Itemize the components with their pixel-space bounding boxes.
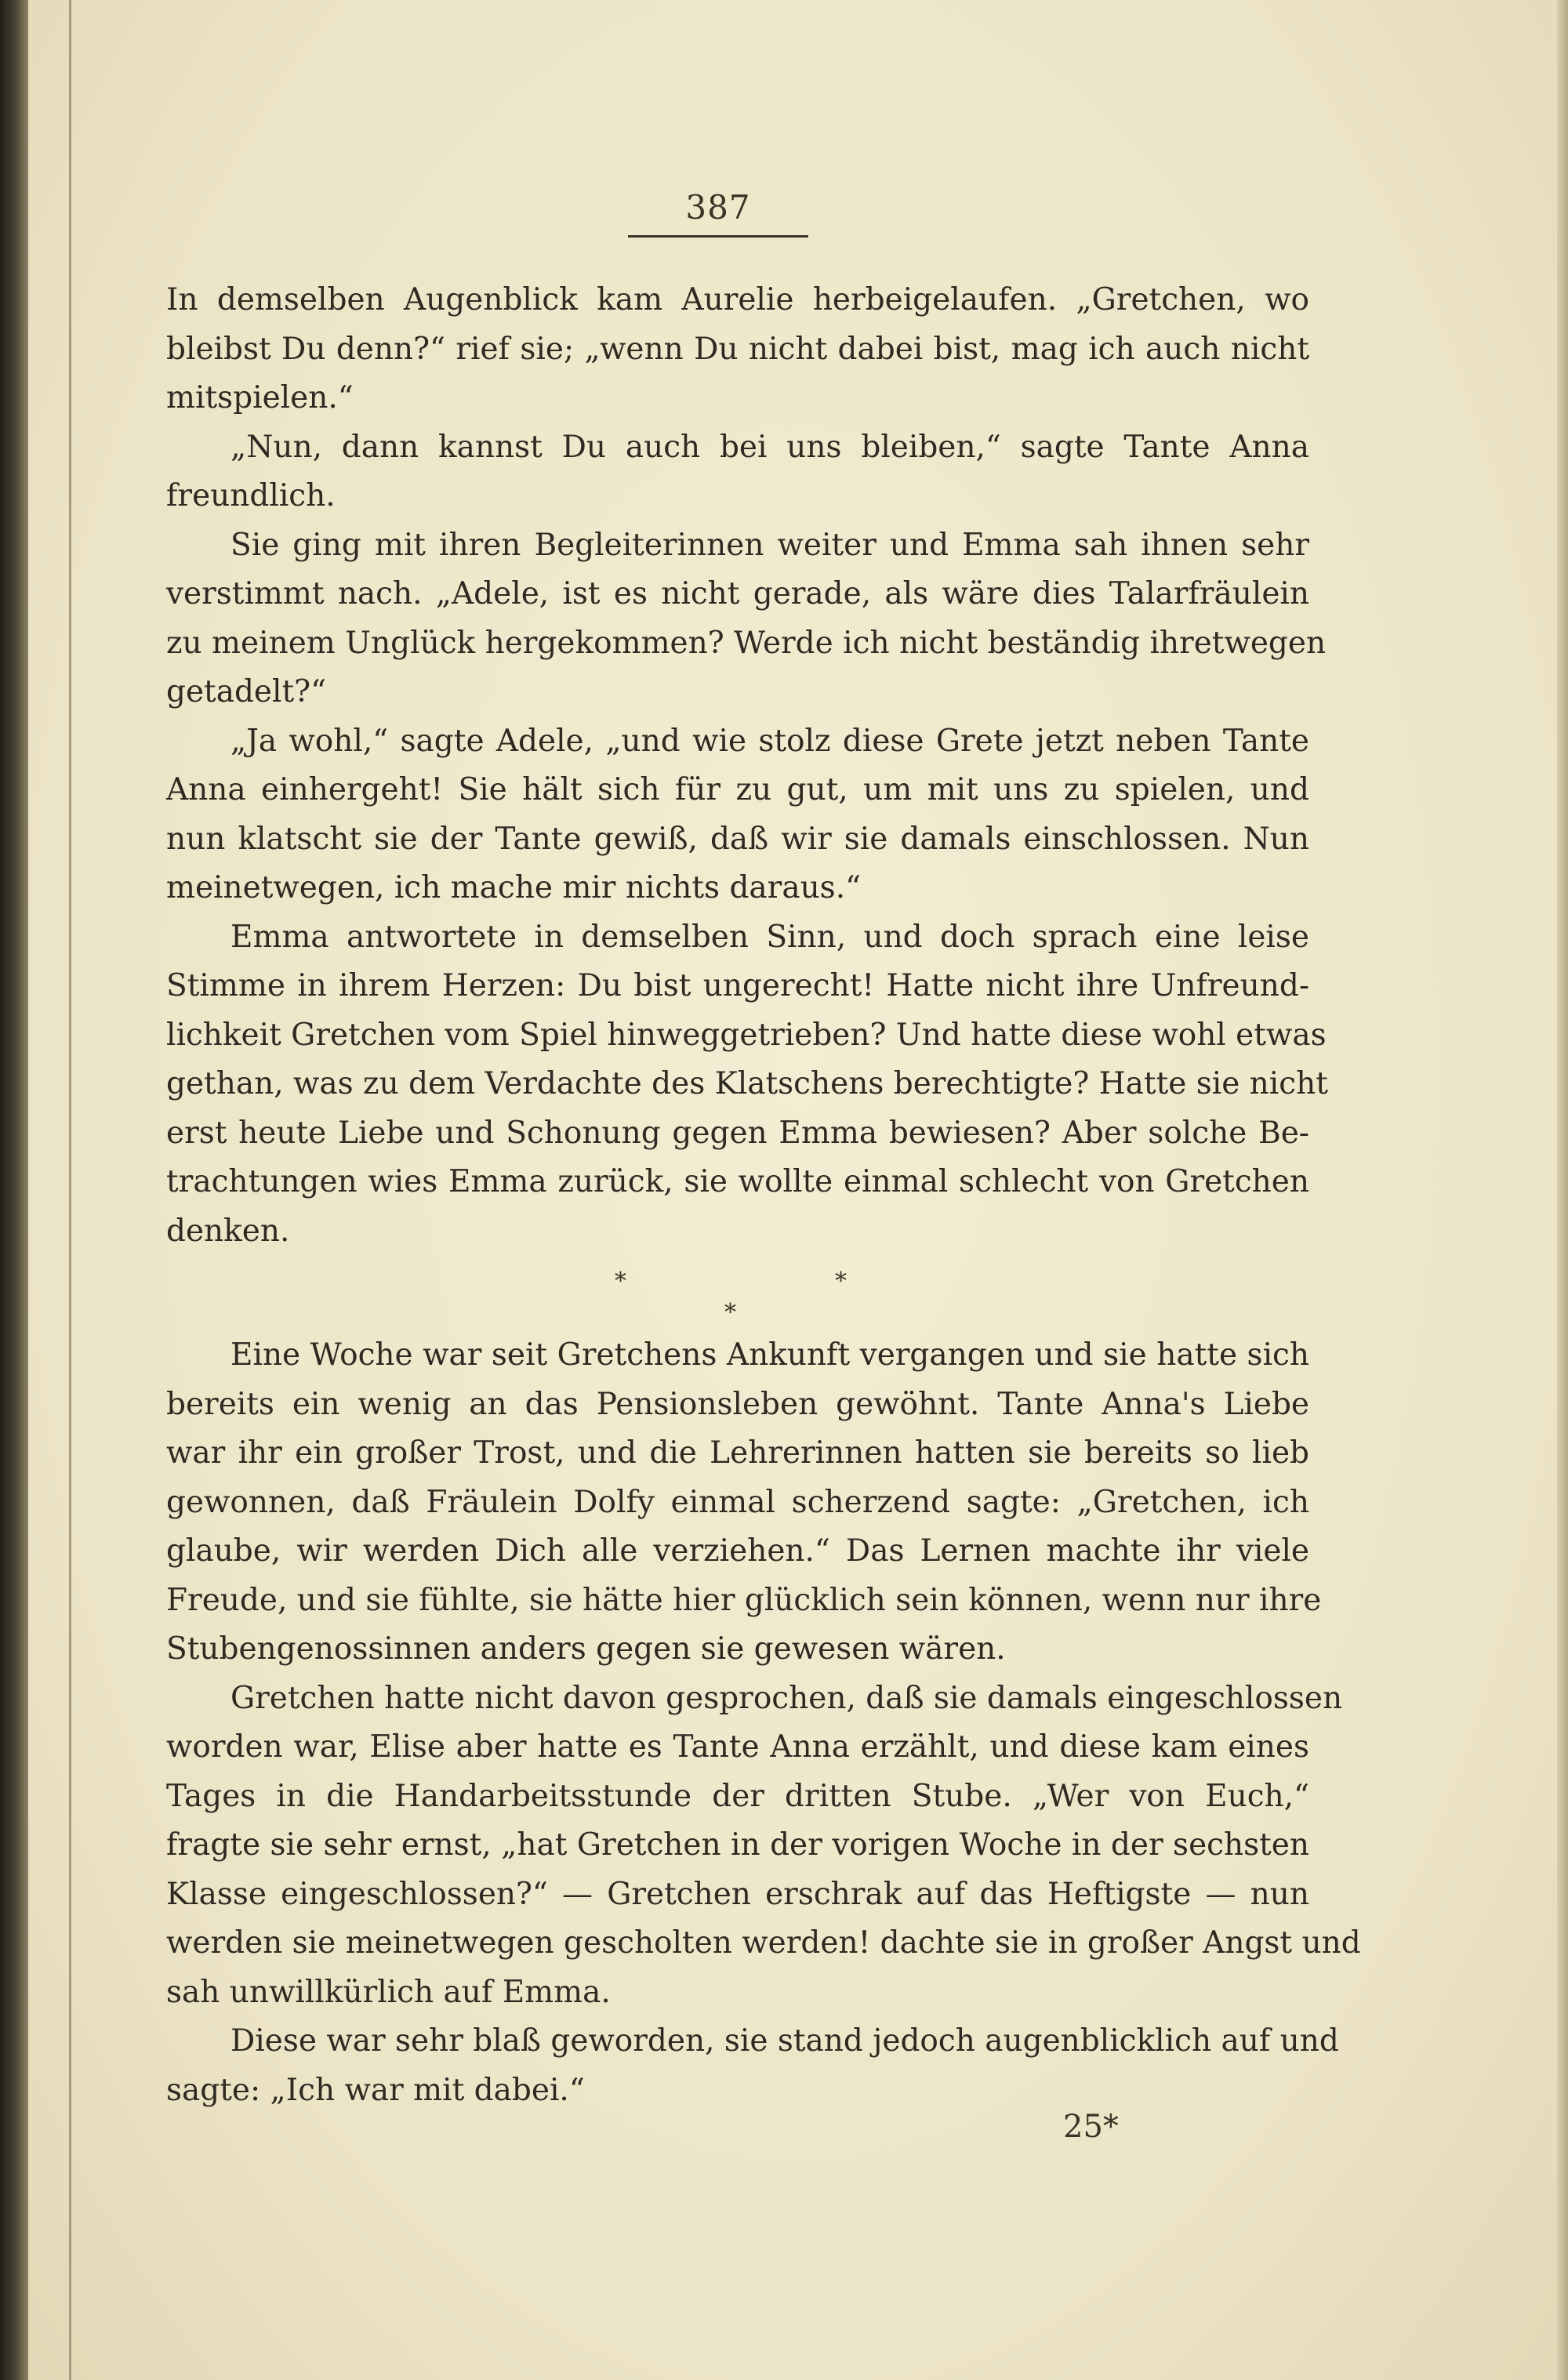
section-separator (166, 1256, 1309, 1331)
text-line: gewonnen, daß Fräulein Dolfy einmal scherzend sagte: „Gretchen, ich (166, 1484, 1309, 1520)
text-line: Stimme in ihrem Herzen: Du bist ungerecht! Hatte nicht ihre Unfreund- (166, 968, 1309, 1003)
text-line: sagte: „Ich war mit dabei.“ (166, 2072, 585, 2108)
text-line: Sie ging mit ihren Begleiterinnen weiter und Emma sah ihnen sehr (230, 527, 1309, 563)
text-line: worden war, Elise aber hatte es Tante Anna erzählt, und diese kam eines (166, 1729, 1309, 1765)
text-line: zu meinem Unglück hergekommen? Werde ich nicht beständig ihretwegen (166, 625, 1327, 661)
text-line: meinetwegen, ich mache mir nichts daraus.“ (166, 870, 862, 905)
text-line: Klasse eingeschlossen?“ — Gretchen erschrak auf das Heftigste — nun (166, 1876, 1309, 1912)
page-fold-line (69, 0, 71, 2380)
text-line: bereits ein wenig an das Pensionsleben gewöhnt. Tante Anna's Liebe (166, 1386, 1309, 1422)
text-line: denken. (166, 1213, 290, 1249)
text-line: sah unwillkürlich auf Emma. (166, 1974, 611, 2010)
book-gutter (0, 0, 28, 2380)
text-line: Stubengenossinnen anders gegen sie gewesen wären. (166, 1631, 1006, 1667)
text-line: lichkeit Gretchen vom Spiel hinweggetrieben? Und hatte diese wohl etwas (166, 1017, 1327, 1053)
header-rule (628, 235, 808, 238)
separator-star: * (615, 1268, 626, 1295)
text-line: Tages in die Handarbeitsstunde der dritten Stube. „Wer von Euch,“ (166, 1778, 1309, 1814)
text-line: Gretchen hatte nicht davon gesprochen, daß sie damals eingeschlossen (230, 1680, 1343, 1716)
text-line: war ihr ein großer Trost, und die Lehrerinnen hatten sie bereits so lieb (166, 1435, 1309, 1471)
signature-mark: 25* (1063, 2109, 1119, 2145)
text-line: Anna einhergeht! Sie hält sich für zu gut, um mit uns zu spielen, und (166, 772, 1309, 807)
text-line: Eine Woche war seit Gretchens Ankunft vergangen und sie hatte sich (230, 1337, 1309, 1373)
text-line: gethan, was zu dem Verdachte des Klatschens berechtigte? Hatte sie nicht (166, 1066, 1328, 1101)
page-edge (1557, 0, 1568, 2380)
text-line: erst heute Liebe und Schonung gegen Emma bewiesen? Aber solche Be- (166, 1115, 1309, 1151)
text-line: trachtungen wies Emma zurück, sie wollte einmal schlecht von Gretchen (166, 1164, 1309, 1199)
book-page (28, 0, 1568, 2380)
separator-star: * (724, 1299, 736, 1326)
text-line: werden sie meinetwegen gescholten werden! dachte sie in großer Angst und (166, 1925, 1361, 1961)
text-line: In demselben Augenblick kam Aurelie herbeigelaufen. „Gretchen, wo (166, 282, 1309, 317)
text-line: mitspielen.“ (166, 380, 354, 415)
text-line: getadelt?“ (166, 674, 327, 709)
text-line: glaube, wir werden Dich alle verziehen.“ Das Lernen machte ihr viele (166, 1533, 1309, 1569)
page-number: 387 (685, 188, 751, 227)
text-line: Diese war sehr blaß geworden, sie stand jedoch augenblicklich auf und (230, 2023, 1339, 2059)
text-line: Freude, und sie fühlte, sie hätte hier glücklich sein können, wenn nur ihre (166, 1582, 1322, 1618)
text-line: freundlich. (166, 478, 336, 513)
text-line: verstimmt nach. „Adele, ist es nicht gerade, als wäre dies Talarfräulein (166, 576, 1309, 611)
text-line: fragte sie sehr ernst, „hat Gretchen in der vorigen Woche in der sechsten (166, 1827, 1309, 1863)
text-line: bleibst Du denn?“ rief sie; „wenn Du nicht dabei bist, mag ich auch nicht (166, 331, 1309, 367)
text-line: nun klatscht sie der Tante gewiß, daß wir sie damals einschlossen. Nun (166, 821, 1309, 857)
text-line: „Nun, dann kannst Du auch bei uns bleiben,“ sagte Tante Anna (230, 429, 1309, 465)
text-line: Emma antwortete in demselben Sinn, und doch sprach eine leise (230, 919, 1309, 955)
text-line: „Ja wohl,“ sagte Adele, „und wie stolz diese Grete jetzt neben Tante (230, 723, 1309, 759)
body-text (166, 276, 1361, 2115)
separator-star: * (835, 1268, 847, 1295)
